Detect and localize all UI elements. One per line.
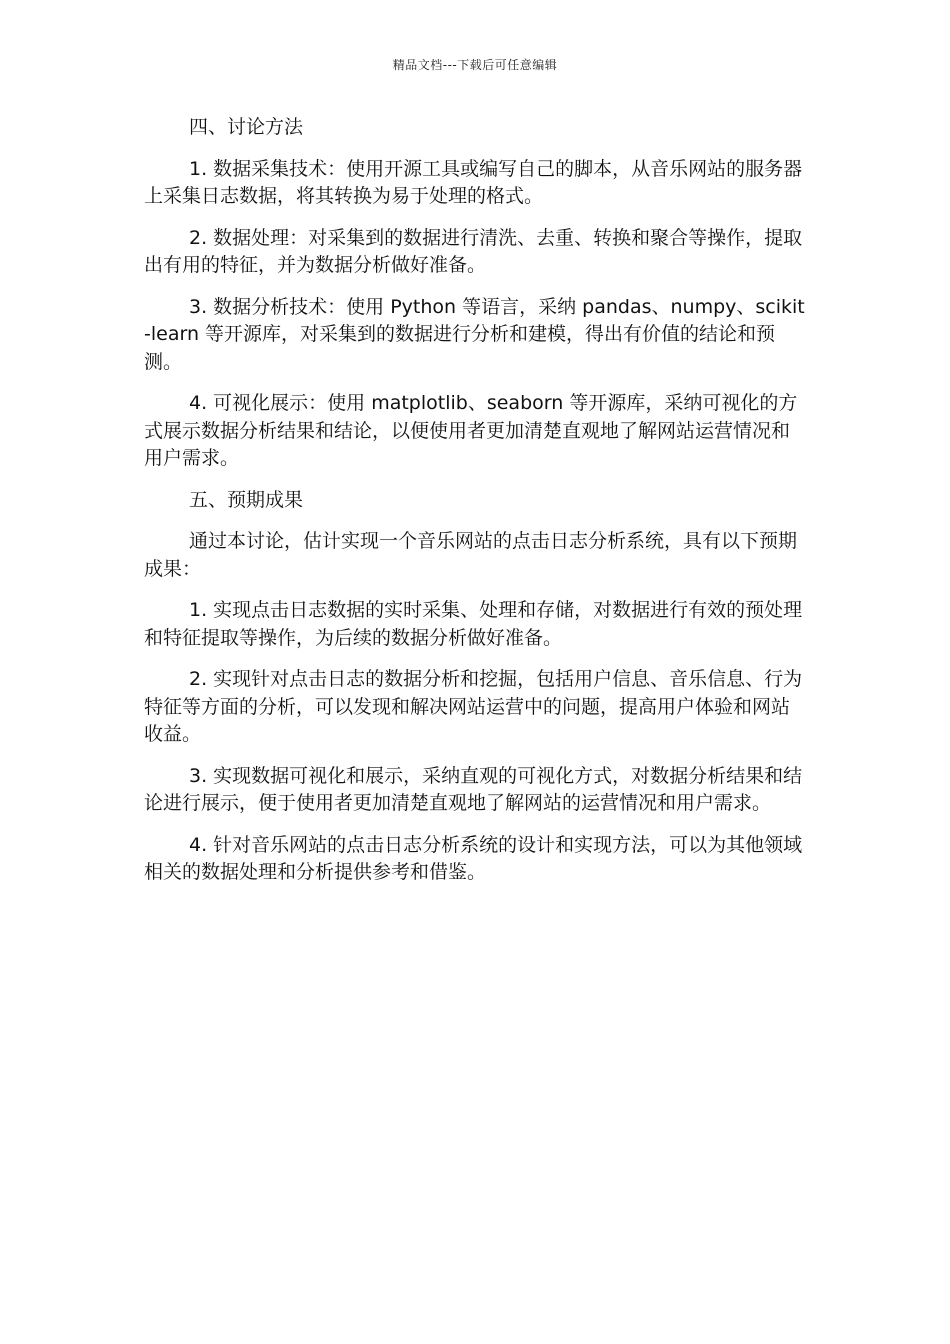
paragraph: 1. 实现点击日志数据的实时采集、处理和存储，对数据进行有效的预处理和特征提取等操作，为后续的数据分析做好准备。 [144, 599, 803, 649]
paragraph: 3. 数据分析技术：使用 Python 等语言，采纳 pandas、numpy、scikit-learn 等开源库，对采集到的数据进行分析和建模，得出有价值的结论和预测。 [144, 295, 805, 373]
page-header: 精品文档---下载后可任意编辑 [392, 58, 558, 72]
section-heading: 四、讨论方法 [189, 116, 304, 138]
paragraph: 4. 针对音乐网站的点击日志分析系统的设计和实现方法，可以为其他领域相关的数据处理和分析提供参考和借鉴。 [144, 833, 803, 883]
paragraph: 通过本讨论，估计实现一个音乐网站的点击日志分析系统，具有以下预期成果： [144, 530, 798, 580]
paragraph: 2. 实现针对点击日志的数据分析和挖掘，包括用户信息、音乐信息、行为特征等方面的分析，可以发现和解决网站运营中的问题，提高用户体验和网站收益。 [144, 668, 803, 745]
paragraph: 3. 实现数据可视化和展示，采纳直观的可视化方式，对数据分析结果和结论进行展示，便于使用者更加清楚直观地了解网站的运营情况和用户需求。 [144, 764, 803, 814]
paragraph: 1. 数据采集技术：使用开源工具或编写自己的脚本，从音乐网站的服务器上采集日志数据，将其转换为易于处理的格式。 [144, 157, 803, 207]
section-heading: 五、预期成果 [189, 488, 304, 511]
section-expected-results [144, 487, 808, 887]
document-body [144, 114, 808, 901]
paragraph: 2. 数据处理：对采集到的数据进行清洗、去重、转换和聚合等操作，提取出有用的特征，并为数据分析做好准备。 [144, 226, 803, 276]
paragraph: 4. 可视化展示：使用 matplotlib、seaborn 等开源库，采纳可视化的方式展示数据分析结果和结论，以便使用者更加清楚直观地了解网站运营情况和用户需求。 [144, 392, 798, 469]
section-discussion-methods [144, 114, 808, 473]
